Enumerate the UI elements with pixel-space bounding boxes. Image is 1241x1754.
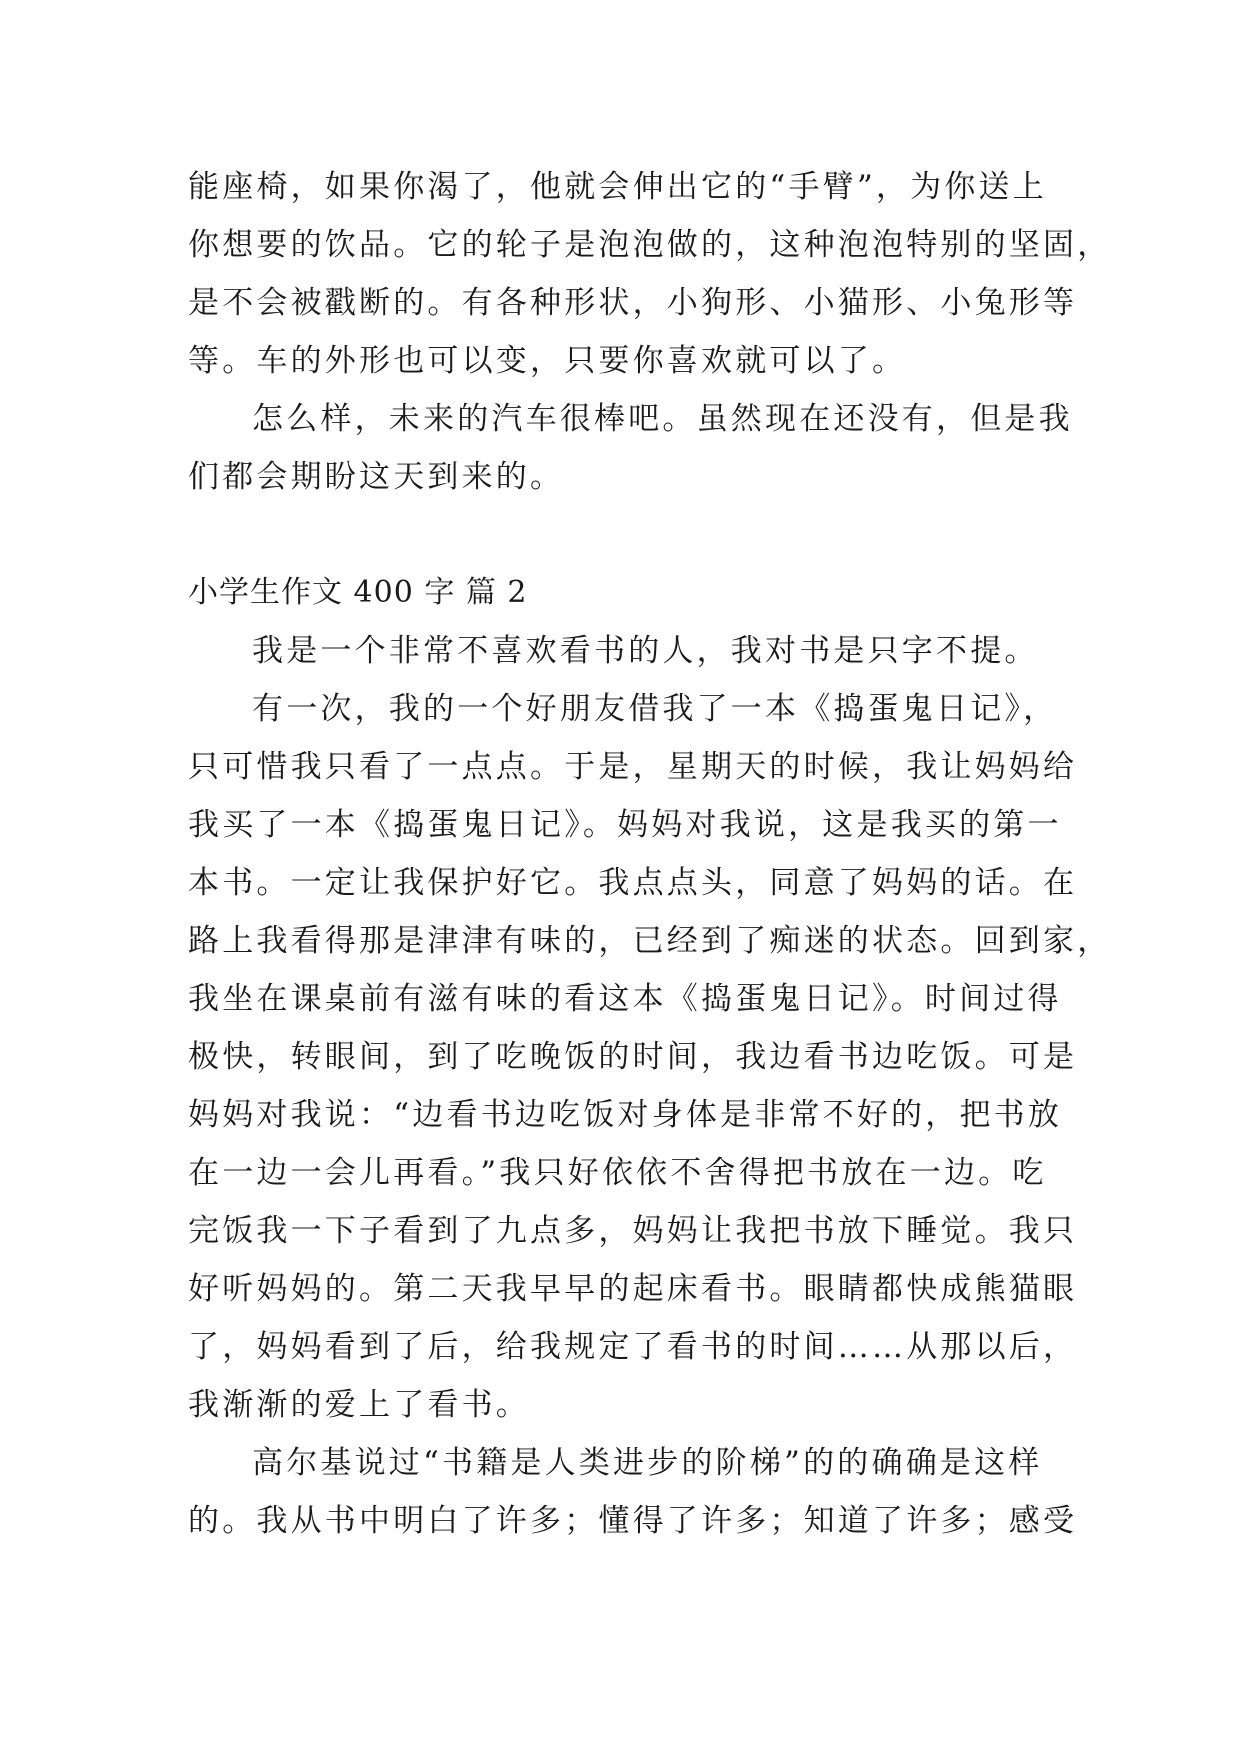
paragraph-closing	[188, 390, 1073, 506]
text-line: 的。我从书中明白了许多；懂得了许多；知道了许多；感受	[188, 1503, 1078, 1539]
text-line: 我渐渐的爱上了看书。	[188, 1387, 530, 1423]
text-line: 了，妈妈看到了后，给我规定了看书的时间……从那以后，	[188, 1329, 1078, 1365]
text-line: 只可惜我只看了一点点。于是，星期天的时候，我让妈妈给	[188, 749, 1078, 785]
paragraph-quote	[188, 1434, 1078, 1550]
text-line: 们都会期盼这天到来的。	[188, 459, 565, 495]
text-line: 我买了一本《捣蛋鬼日记》。妈妈对我说，这是我买的第一	[188, 807, 1062, 843]
text-line: 本书。一定让我保护好它。我点点头，同意了妈妈的话。在	[188, 865, 1078, 901]
section-heading: 小学生作文 400 字 篇 2	[188, 575, 528, 610]
text-line: 极快，转眼间，到了吃晚饭的时间，我边看书边吃饭。可是	[188, 1039, 1078, 1075]
text-line: 我坐在课桌前有滋有味的看这本《捣蛋鬼日记》。时间过得	[188, 981, 1062, 1017]
paragraph-continuation	[188, 158, 1112, 390]
paragraph-story	[188, 680, 1112, 1434]
text-line: 怎么样，未来的汽车很棒吧。虽然现在还没有，但是我	[252, 401, 1073, 437]
paragraph-intro	[188, 622, 1058, 680]
text-line: 是不会被戳断的。有各种形状，小狗形、小猫形、小兔形等	[188, 285, 1078, 321]
text-line: 妈妈对我说：“边看书边吃饭对身体是非常不好的，把书放	[188, 1097, 1063, 1133]
text-line: 在一边一会儿再看。”我只好依依不舍得把书放在一边。吃	[188, 1155, 1047, 1191]
text-line: 路上我看得那是津津有味的，已经到了痴迷的状态。回到家，	[188, 923, 1112, 959]
text-line: 好听妈妈的。第二天我早早的起床看书。眼睛都快成熊猫眼	[188, 1271, 1078, 1307]
document-page	[188, 158, 1112, 1550]
blank-line	[188, 506, 1058, 564]
text-line: 高尔基说过“书籍是人类进步的阶梯”的的确确是这样	[252, 1445, 1043, 1481]
text-line: 你想要的饮品。它的轮子是泡泡做的，这种泡泡特别的坚固，	[188, 227, 1112, 263]
text-line: 能座椅，如果你渴了，他就会伸出它的“手臂”，为你送上	[188, 169, 1047, 205]
text-line: 我是一个非常不喜欢看书的人，我对书是只字不提。	[252, 633, 1039, 669]
text-line: 完饭我一下子看到了九点多，妈妈让我把书放下睡觉。我只	[188, 1213, 1078, 1249]
text-line: 有一次，我的一个好朋友借我了一本《捣蛋鬼日记》，	[252, 691, 1058, 727]
text-line: 等。车的外形也可以变，只要你喜欢就可以了。	[188, 343, 907, 379]
